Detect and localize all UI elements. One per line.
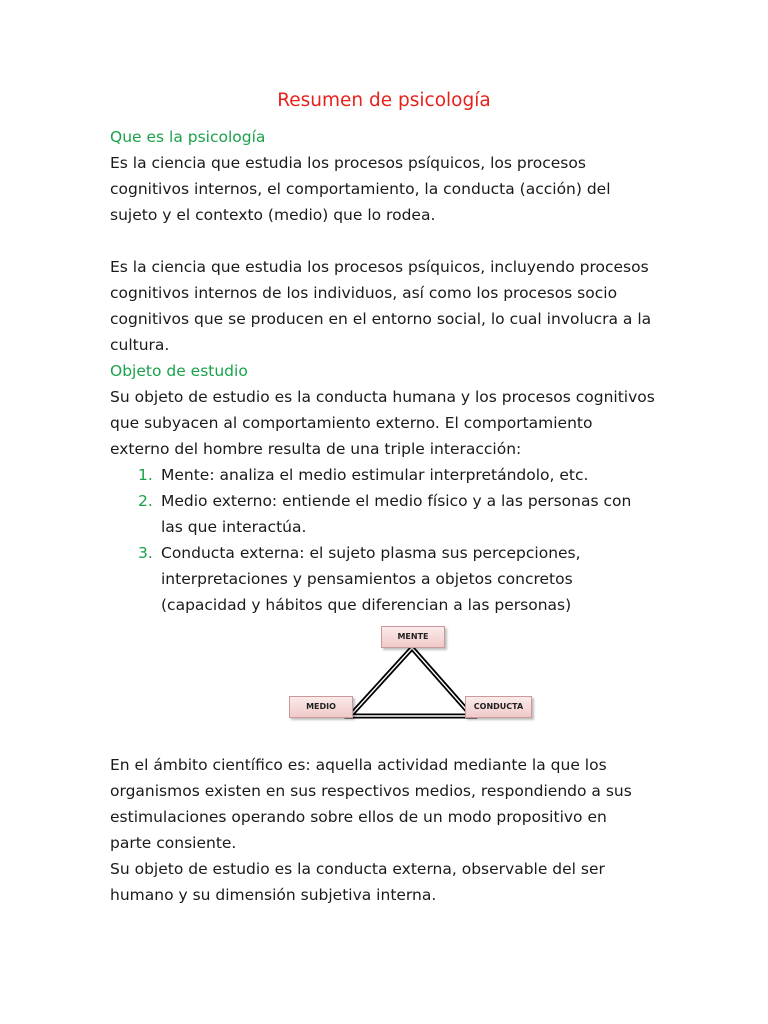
text-line: Su objeto de estudio es la conducta humana y los procesos cognitivos [110,388,655,406]
list-item-text: las que interactúa. [161,518,307,536]
text-line: Es la ciencia que estudia los procesos psíquicos, los procesos [110,154,586,172]
section-heading-objeto: Objeto de estudio [110,362,248,380]
text-line: parte consiente. [110,834,237,852]
text-line: organismos existen en sus respectivos medios, respondiendo a sus [110,782,632,800]
diagram-node-mente: MENTE [381,626,445,648]
text-line: Es la ciencia que estudia los procesos psíquicos, incluyendo procesos [110,258,649,276]
section-heading-que-es: Que es la psicología [110,128,266,146]
document-title: Resumen de psicología [277,90,491,111]
paragraph-ambito-cientifico [110,752,670,856]
list-item-text: Medio externo: entiende el medio físico y a las personas con [161,492,632,510]
text-line: cognitivos que se producen en el entorno social, lo cual involucra a la [110,310,652,328]
list-item-text: (capacidad y hábitos que diferencian a las personas) [161,596,572,614]
text-line: estimulaciones operando sobre ellos de un modo propositivo en [110,808,607,826]
interaction-list [110,462,670,618]
diagram-node-medio: MEDIO [289,696,353,718]
text-line: cognitivos internos de los individuos, así como los procesos socio [110,284,618,302]
document-body [110,124,670,908]
list-number: 3. [138,544,153,562]
text-line: Su objeto de estudio es la conducta externa, observable del ser [110,860,605,878]
paragraph-definition-2 [110,254,670,358]
diagram-node-conducta: CONDUCTA [465,696,532,718]
list-item-text: Mente: analiza el medio estimular interpretándolo, etc. [161,466,589,484]
text-line: sujeto y el contexto (medio) que lo rodea. [110,206,436,224]
text-line: cognitivos internos, el comportamiento, la conducta (acción) del [110,180,611,198]
list-number: 2. [138,492,153,510]
list-item-medio-externo [110,488,670,540]
paragraph-objeto-conducta [110,856,670,908]
list-item-conducta-externa [110,540,670,618]
list-item-mente [110,462,670,488]
list-number: 1. [138,466,153,484]
paragraph-definition-1 [110,150,670,228]
list-item-text: Conducta externa: el sujeto plasma sus percepciones, [161,544,581,562]
list-item-text: interpretaciones y pensamientos a objetos concretos [161,570,573,588]
text-line: En el ámbito científico es: aquella actividad mediante la que los [110,756,607,774]
text-line: cultura. [110,336,170,354]
text-line: externo del hombre resulta de una triple interacción: [110,440,522,458]
paragraph-objeto-intro [110,384,670,462]
paragraph-spacer [110,228,670,254]
text-line: humano y su dimensión subjetiva interna. [110,886,437,904]
triangle-diagram [110,624,670,748]
text-line: que subyacen al comportamiento externo. El comportamiento [110,414,593,432]
